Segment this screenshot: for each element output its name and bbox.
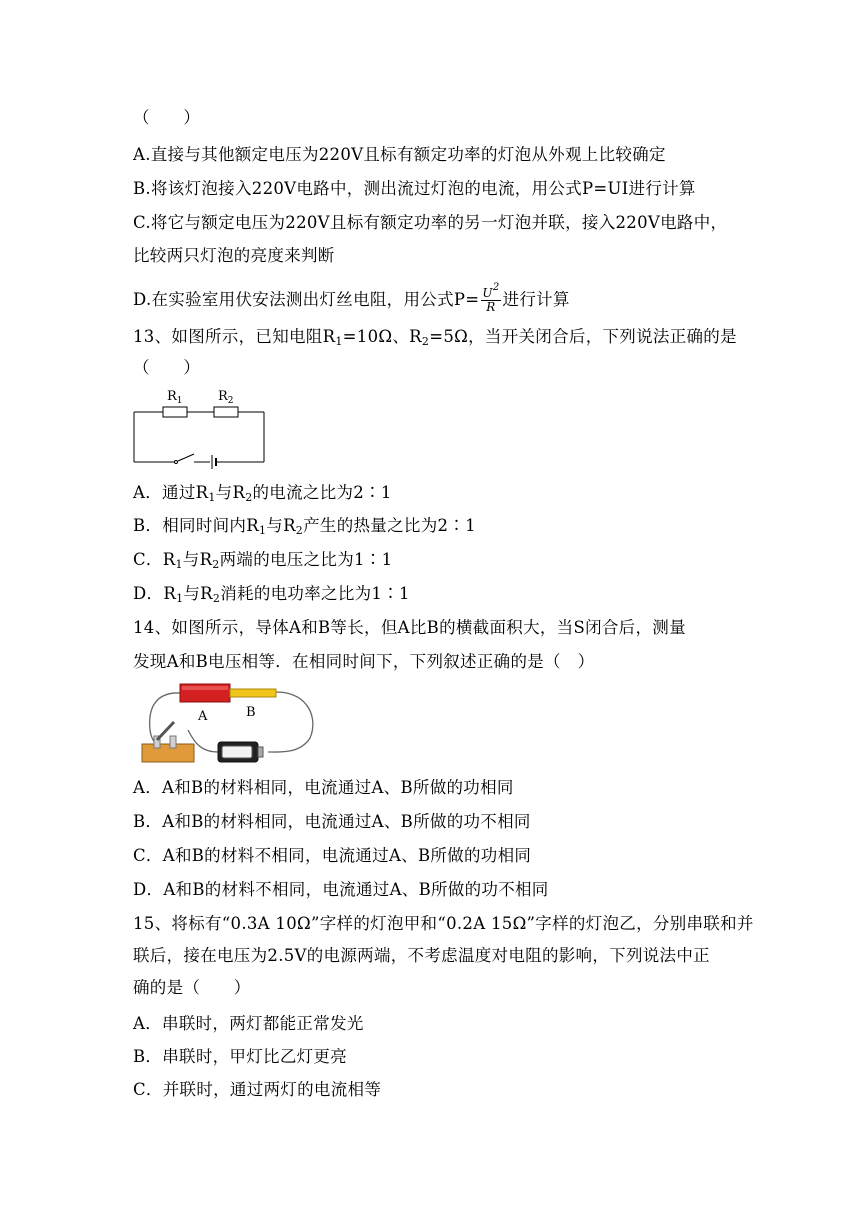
q15-stem-line1: 15、将标有“0.3A 10Ω”字样的灯泡甲和“0.2A 15Ω”字样的灯泡乙，分别串联和并 bbox=[133, 914, 754, 933]
q13-stem bbox=[133, 327, 737, 352]
option-sub: 2 bbox=[212, 558, 220, 571]
switch-symbol bbox=[175, 454, 195, 464]
battery-symbol bbox=[212, 455, 216, 469]
option-text: C．R bbox=[133, 550, 176, 569]
option-text: A．通过R bbox=[133, 483, 209, 502]
conductor-a bbox=[180, 684, 230, 702]
r1-label: $R_1$ bbox=[167, 389, 183, 406]
q13-option-a bbox=[133, 483, 392, 508]
option-text: 两端的电压之比为1∶1 bbox=[219, 550, 393, 569]
power-formula-fraction bbox=[481, 281, 500, 314]
option-text: 与R bbox=[215, 483, 246, 502]
q14-stem-line1: 14、如图所示，导体A和B等长，但A比B的横截面积大，当S闭合后，测量 bbox=[133, 618, 686, 637]
q13-stem-part: 13、如图所示，已知电阻R bbox=[133, 327, 336, 346]
label-b: B bbox=[246, 705, 256, 720]
q12-option-d-suffix: 进行计算 bbox=[502, 290, 570, 309]
option-text: 与R bbox=[183, 584, 213, 603]
q13-option-c bbox=[133, 550, 392, 575]
q15-stem-line3: 确的是（ ） bbox=[133, 978, 251, 997]
q13-option-b bbox=[133, 516, 476, 541]
label-a: A bbox=[198, 709, 208, 724]
option-text: 与R bbox=[266, 516, 296, 535]
q13-stem-sub: 1 bbox=[335, 335, 343, 348]
option-sub: 2 bbox=[295, 524, 304, 537]
option-text: 产生的热量之比为2∶1 bbox=[303, 516, 476, 535]
q14-stem-line2: 发现A和B电压相等．在相同时间下，下列叙述正确的是（ ） bbox=[133, 652, 595, 671]
option-sub: 1 bbox=[176, 592, 184, 605]
q12-option-c-line1: C.将它与额定电压为220V且标有额定功率的另一灯泡并联，接入220V电路中， bbox=[133, 213, 728, 232]
option-sub: 1 bbox=[175, 558, 183, 571]
battery bbox=[218, 742, 263, 762]
q13-stem-part: =10Ω、R bbox=[342, 327, 422, 346]
option-sub: 1 bbox=[258, 524, 267, 537]
q14-option-a: A．A和B的材料相同，电流通过A、B所做的功相同 bbox=[133, 778, 514, 797]
resistor-r1 bbox=[163, 407, 187, 417]
resistor-r2 bbox=[214, 407, 238, 417]
q13-stem-part: =5Ω，当开关闭合后，下列说法正确的是 bbox=[429, 327, 737, 346]
option-text: D．R bbox=[133, 584, 177, 603]
q15-stem-line2: 联后，接在电压为2.5V的电源两端，不考虑温度对电阻的影响，下列说法中正 bbox=[133, 946, 710, 965]
q12-option-d-prefix: D.在实验室用伏安法测出灯丝电阻，用公式P= bbox=[133, 290, 480, 309]
q12-option-a: A.直接与其他额定电压为220V且标有额定功率的灯泡从外观上比较确定 bbox=[133, 145, 666, 164]
q13-paren: （ ） bbox=[133, 358, 201, 377]
q14-option-d: D．A和B的材料不相同，电流通过A、B所做的功不相同 bbox=[133, 880, 549, 899]
q13-stem-sub: 2 bbox=[421, 335, 430, 348]
q12-paren: （ ） bbox=[133, 108, 201, 127]
q14-option-c: C．A和B的材料不相同，电流通过A、B所做的功相同 bbox=[133, 846, 532, 865]
q14-circuit-picture bbox=[140, 680, 320, 770]
q12-option-b: B.将该灯泡接入220V电路中，测出流过灯泡的电流，用公式P=UI进行计算 bbox=[133, 179, 696, 198]
q14-option-b: B．A和B的材料相同，电流通过A、B所做的功不相同 bbox=[133, 812, 531, 831]
conductor-b bbox=[230, 689, 276, 697]
q15-option-a: A．串联时，两灯都能正常发光 bbox=[133, 1014, 364, 1033]
q12-option-d bbox=[133, 284, 570, 317]
option-text: 的电流之比为2∶1 bbox=[252, 483, 392, 502]
q13-circuit-diagram bbox=[128, 384, 273, 470]
q15-option-c: C．并联时，通过两灯的电流相等 bbox=[133, 1080, 382, 1099]
option-text: 消耗的电功率之比为1∶1 bbox=[220, 584, 410, 603]
q12-option-c-line2: 比较两只灯泡的亮度来判断 bbox=[133, 246, 335, 265]
option-sub: 1 bbox=[208, 491, 216, 504]
option-text: B．相同时间内R bbox=[133, 516, 259, 535]
option-sub: 2 bbox=[245, 491, 253, 504]
option-text: 与R bbox=[182, 550, 213, 569]
q13-option-d bbox=[133, 584, 410, 609]
formula-exponent: 2 bbox=[492, 282, 500, 293]
option-sub: 2 bbox=[212, 592, 221, 605]
formula-denominator: R bbox=[486, 300, 496, 314]
q15-option-b: B．串联时，甲灯比乙灯更亮 bbox=[133, 1047, 348, 1066]
formula-numerator: U bbox=[482, 286, 493, 300]
r2-label: $R_2$ bbox=[218, 389, 234, 406]
